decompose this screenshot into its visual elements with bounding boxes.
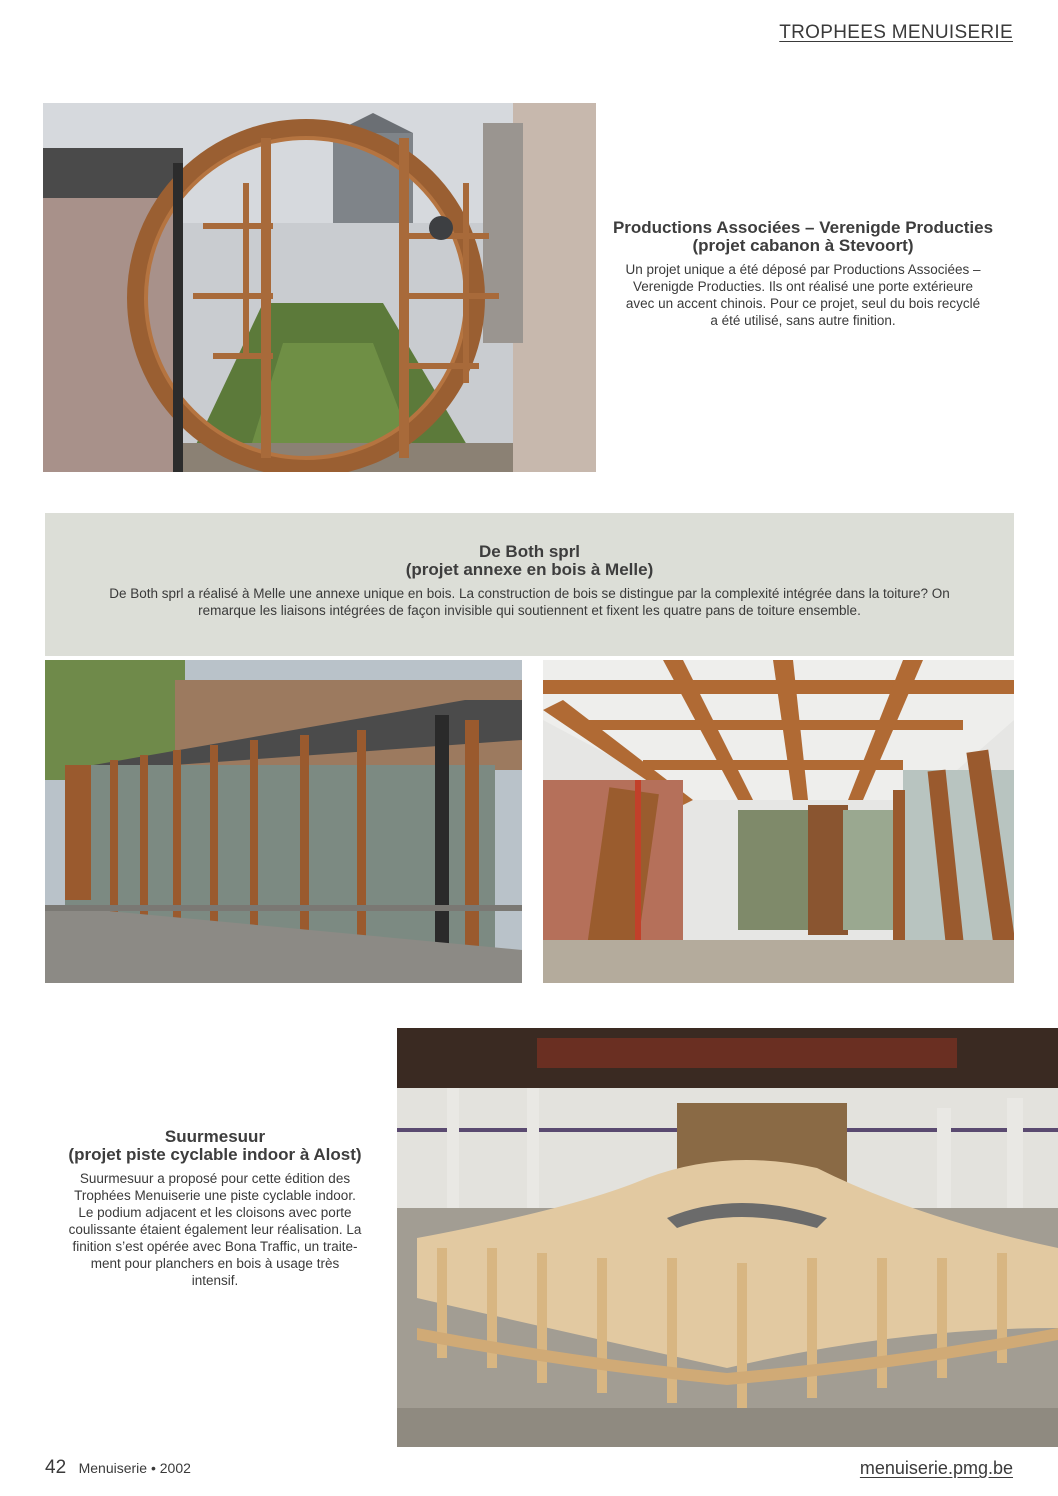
project-3-text-line: finition s’est opérée avec Bona Traffic, un traite- xyxy=(72,1239,358,1254)
project-1-text-line: a été utilisé, sans autre finition. xyxy=(710,313,896,328)
project-2-subtitle: (projet annexe en bois à Melle) xyxy=(405,560,654,579)
annex-interior-photo xyxy=(543,660,1014,983)
project-1-title: Productions Associées – Verenigde Producties xyxy=(612,218,994,237)
project-3-text-line: Le podium adjacent et les cloisons avec porte xyxy=(78,1205,352,1220)
project-3-caption xyxy=(45,1128,385,1289)
project-2-text-line: remarque les liaisons intégrées de façon invisible qui soutiennent et fixent les quatre pans de toiture ensemble. xyxy=(198,603,861,618)
magazine-issue: Menuiserie • 2002 xyxy=(78,1460,191,1476)
project-2-title: De Both sprl xyxy=(478,542,581,561)
project-3-subtitle: (projet piste cyclable indoor à Alost) xyxy=(68,1145,362,1164)
project-1-subtitle: (projet cabanon à Stevoort) xyxy=(692,236,914,255)
annex-exterior-photo xyxy=(45,660,522,983)
project-3-text-line: ment pour planchers en bois à usage très xyxy=(90,1256,340,1271)
project-2-text-line: De Both sprl a réalisé à Melle une annexe unique en bois. La construction de bois se distingue par la complexité intégrée dans la toiture? On xyxy=(109,586,950,601)
page-number: 42 xyxy=(45,1457,67,1478)
project-3-text-line: intensif. xyxy=(191,1273,239,1288)
project-3-text-line: Suurmesuur a proposé pour cette édition des xyxy=(79,1171,351,1186)
project-1-caption xyxy=(603,219,1003,329)
website-link[interactable]: menuiserie.pmg.be xyxy=(859,1458,1013,1478)
project-1-text-line: avec un accent chinois. Pour ce projet, seul du bois recyclé xyxy=(625,296,981,311)
project-1-text-line: Un projet unique a été déposé par Productions Associées – xyxy=(625,262,981,277)
project-2-caption xyxy=(45,543,1014,619)
cycling-track-photo xyxy=(397,1028,1058,1447)
project-3-title: Suurmesuur xyxy=(164,1127,266,1146)
project-3-text-line: coulissante étaient également leur réalisation. La xyxy=(68,1222,362,1237)
project-3-text-line: Trophées Menuiserie une piste cyclable indoor. xyxy=(74,1188,356,1203)
moon-gate-photo xyxy=(43,103,596,472)
project-1-text-line: Verenigde Producties. Ils ont réalisé une porte extérieure xyxy=(633,279,973,294)
section-title: TROPHEES MENUISERIE xyxy=(779,22,1013,43)
footer-left xyxy=(45,1457,191,1479)
